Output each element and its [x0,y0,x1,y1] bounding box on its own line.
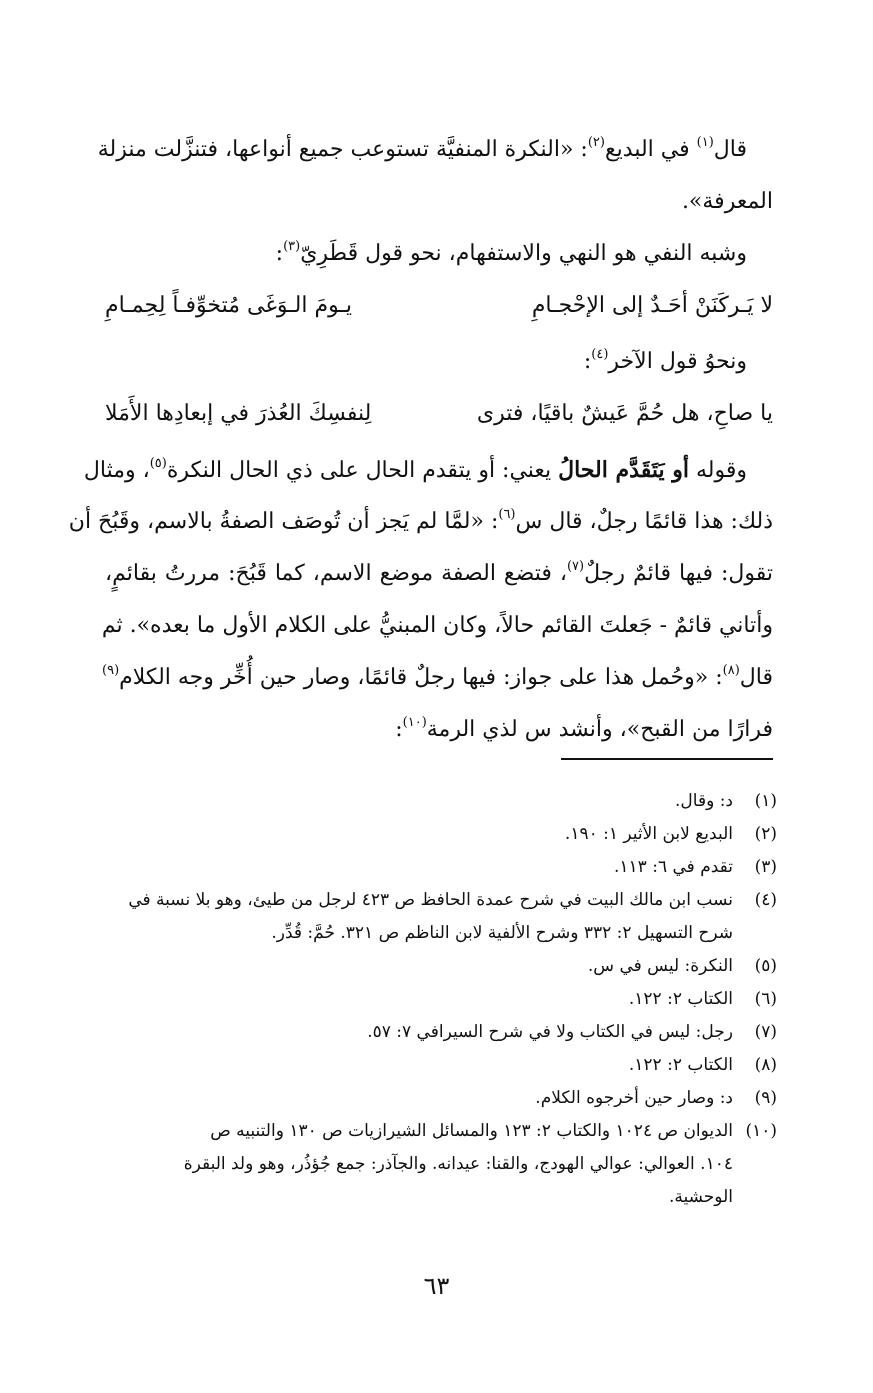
footnote [102,950,777,983]
footnote-ref[interactable]: (٢) [587,135,605,150]
footnote [102,1082,777,1115]
footnote-text: ١٠٤. العوالي: عوالي الهودج، والقنا: عيدانه. والجآذر: جمع جُؤذُر، وهو ولد البقرة [183,1154,733,1174]
footnote-ref[interactable]: (٣) [283,239,301,254]
verse-second-hemistich: لِنفسِكَ العُذرَ في إبعادِها الأَمَلا [105,401,372,426]
text-span: ونحوُ قول الآخر [608,349,747,374]
footnote-number: (١) [754,791,777,811]
text-span: : [583,349,592,374]
text-span: المعرفة». [681,189,773,214]
footnote-number: (٨) [754,1055,777,1075]
footnote-number: (١٠) [745,1121,777,1141]
footnote [102,785,777,818]
footnote-text: الكتاب ٢: ١٢٢. [628,989,733,1009]
footnote-text: الديوان ص ١٠٢٤ والكتاب ٢: ١٢٣ والمسائل الشيرازيات ص ١٣٠ والتنبيه ص [210,1121,733,1141]
footnote-number: (٤) [754,890,777,910]
text-span: ذلك: هذا قائمًا رجلٌ، قال س [515,509,773,534]
text-span: يعني: أو يتقدم الحال على ذي الحال النكرة [166,458,559,483]
footnote [102,1049,777,1082]
verse-second-hemistich: يـومَ الـوَغَى مُتخوِّفـاً لِحِمـامِ [105,293,353,318]
poetry-verse [105,280,773,336]
text-span: ، فتضع الصفة موضع الاسم، كما قَبُحَ: مررتُ بقائمٍ، [105,561,567,586]
footnote-separator [561,758,773,760]
text-line [68,496,773,548]
footnote-text: الوحشية. [668,1187,733,1207]
text-line [105,704,773,756]
text-line [102,652,773,704]
text-span: قال [739,665,773,690]
verse-first-hemistich: لا يَـركَنَنْ أحَـدٌ إلى الإحْجـامِ [531,293,773,318]
text-span: فرارًا من القبح»، وأنشد س لذي الرمة [426,717,773,742]
text-line [105,176,773,228]
text-span: وقوله [689,458,747,483]
text-line [97,124,773,176]
footnote-ref[interactable]: (٤) [591,347,609,362]
footnote-ref[interactable]: (٦) [498,507,516,522]
footnote [102,851,777,884]
verse-first-hemistich: يا صاحِ، هل حُمَّ عَيشٌ باقيًا، فترى [476,401,773,426]
main-text [68,124,773,756]
footnote-ref[interactable]: (٥) [149,456,167,471]
footnote-text: د: وقال. [675,791,733,811]
text-span: : «لمَّا لم يَجز أن تُوصَف الصفةُ بالاسم، وقَبُحَ أن [68,509,499,534]
footnotes [102,785,777,1214]
text-span: : [395,717,403,742]
footnote-number: (٥) [754,956,777,976]
footnote-text: شرح التسهيل ٢: ٣٣٢ وشرح الألفية لابن الناظم ص ٣٢١. حُمَّ: قُدِّر. [271,923,733,943]
footnote-text: الكتاب ٢: ١٢٢. [628,1055,733,1075]
text-line [101,600,773,652]
text-span: قال [713,137,747,162]
text-line [105,228,773,280]
footnote-ref[interactable]: (١) [696,135,714,150]
text-span: : [275,241,284,266]
footnote [102,818,777,851]
footnote-text: تقدم في ٦: ١١٣. [614,857,733,877]
text-line [83,444,773,496]
footnote-number: (٣) [754,857,777,877]
footnote-text: البديع لابن الأثير ١: ١٩٠. [564,824,733,844]
text-span: : «وحُمل هذا على جواز: فيها رجلٌ قائمًا، وصار حين أُخِّر وجه الكلام [119,665,723,690]
footnote-ref[interactable]: (٩) [102,663,120,678]
text-span: : «النكرة المنفيَّة تستوعب جميع أنواعها، فتنزَّلت منزلة [97,137,588,162]
text-span: وأتاني قائمٌ - جَعلتَ القائم حالاً، وكان المبنيُّ على الكلام الأول ما بعده». ثم [101,613,773,638]
footnote [102,884,777,950]
footnote [102,1115,777,1214]
footnote [102,1016,777,1049]
footnote-text: النكرة: ليس في س. [587,956,733,976]
footnote-text: نسب ابن مالك البيت في شرح عمدة الحافظ ص ٤٢٣ لرجل من طيئ، وهو بلا نسبة في [128,890,733,910]
page-number: ٦٣ [423,1272,450,1300]
footnote-ref[interactable]: (١٠) [402,715,427,730]
text-span: تقول: فيها قائمٌ رجلٌ [584,561,773,586]
text-line [105,336,773,388]
text-span: وشبه النفي هو النهي والاستفهام، نحو قول قَطَرِيّ [300,241,747,266]
footnote-number: (٧) [754,1022,777,1042]
footnote-number: (٢) [754,824,777,844]
poetry-verse [105,388,773,444]
text-span: في البديع [604,137,697,162]
text-span: ، ومثال [83,458,150,483]
footnote-text: رجل: ليس في الكتاب ولا في شرح السيرافي ٧: ٥٧. [367,1022,733,1042]
footnote-number: (٦) [754,989,777,1009]
footnote-text: د: وصار حين أخرجوه الكلام. [535,1088,733,1108]
text-line [105,548,773,600]
footnote [102,983,777,1016]
quoted-term: أو يَتَقَدَّم الحالُ [558,457,689,483]
footnote-ref[interactable]: (٨) [722,663,740,678]
footnote-number: (٩) [754,1088,777,1108]
footnote-ref[interactable]: (٧) [566,559,585,574]
